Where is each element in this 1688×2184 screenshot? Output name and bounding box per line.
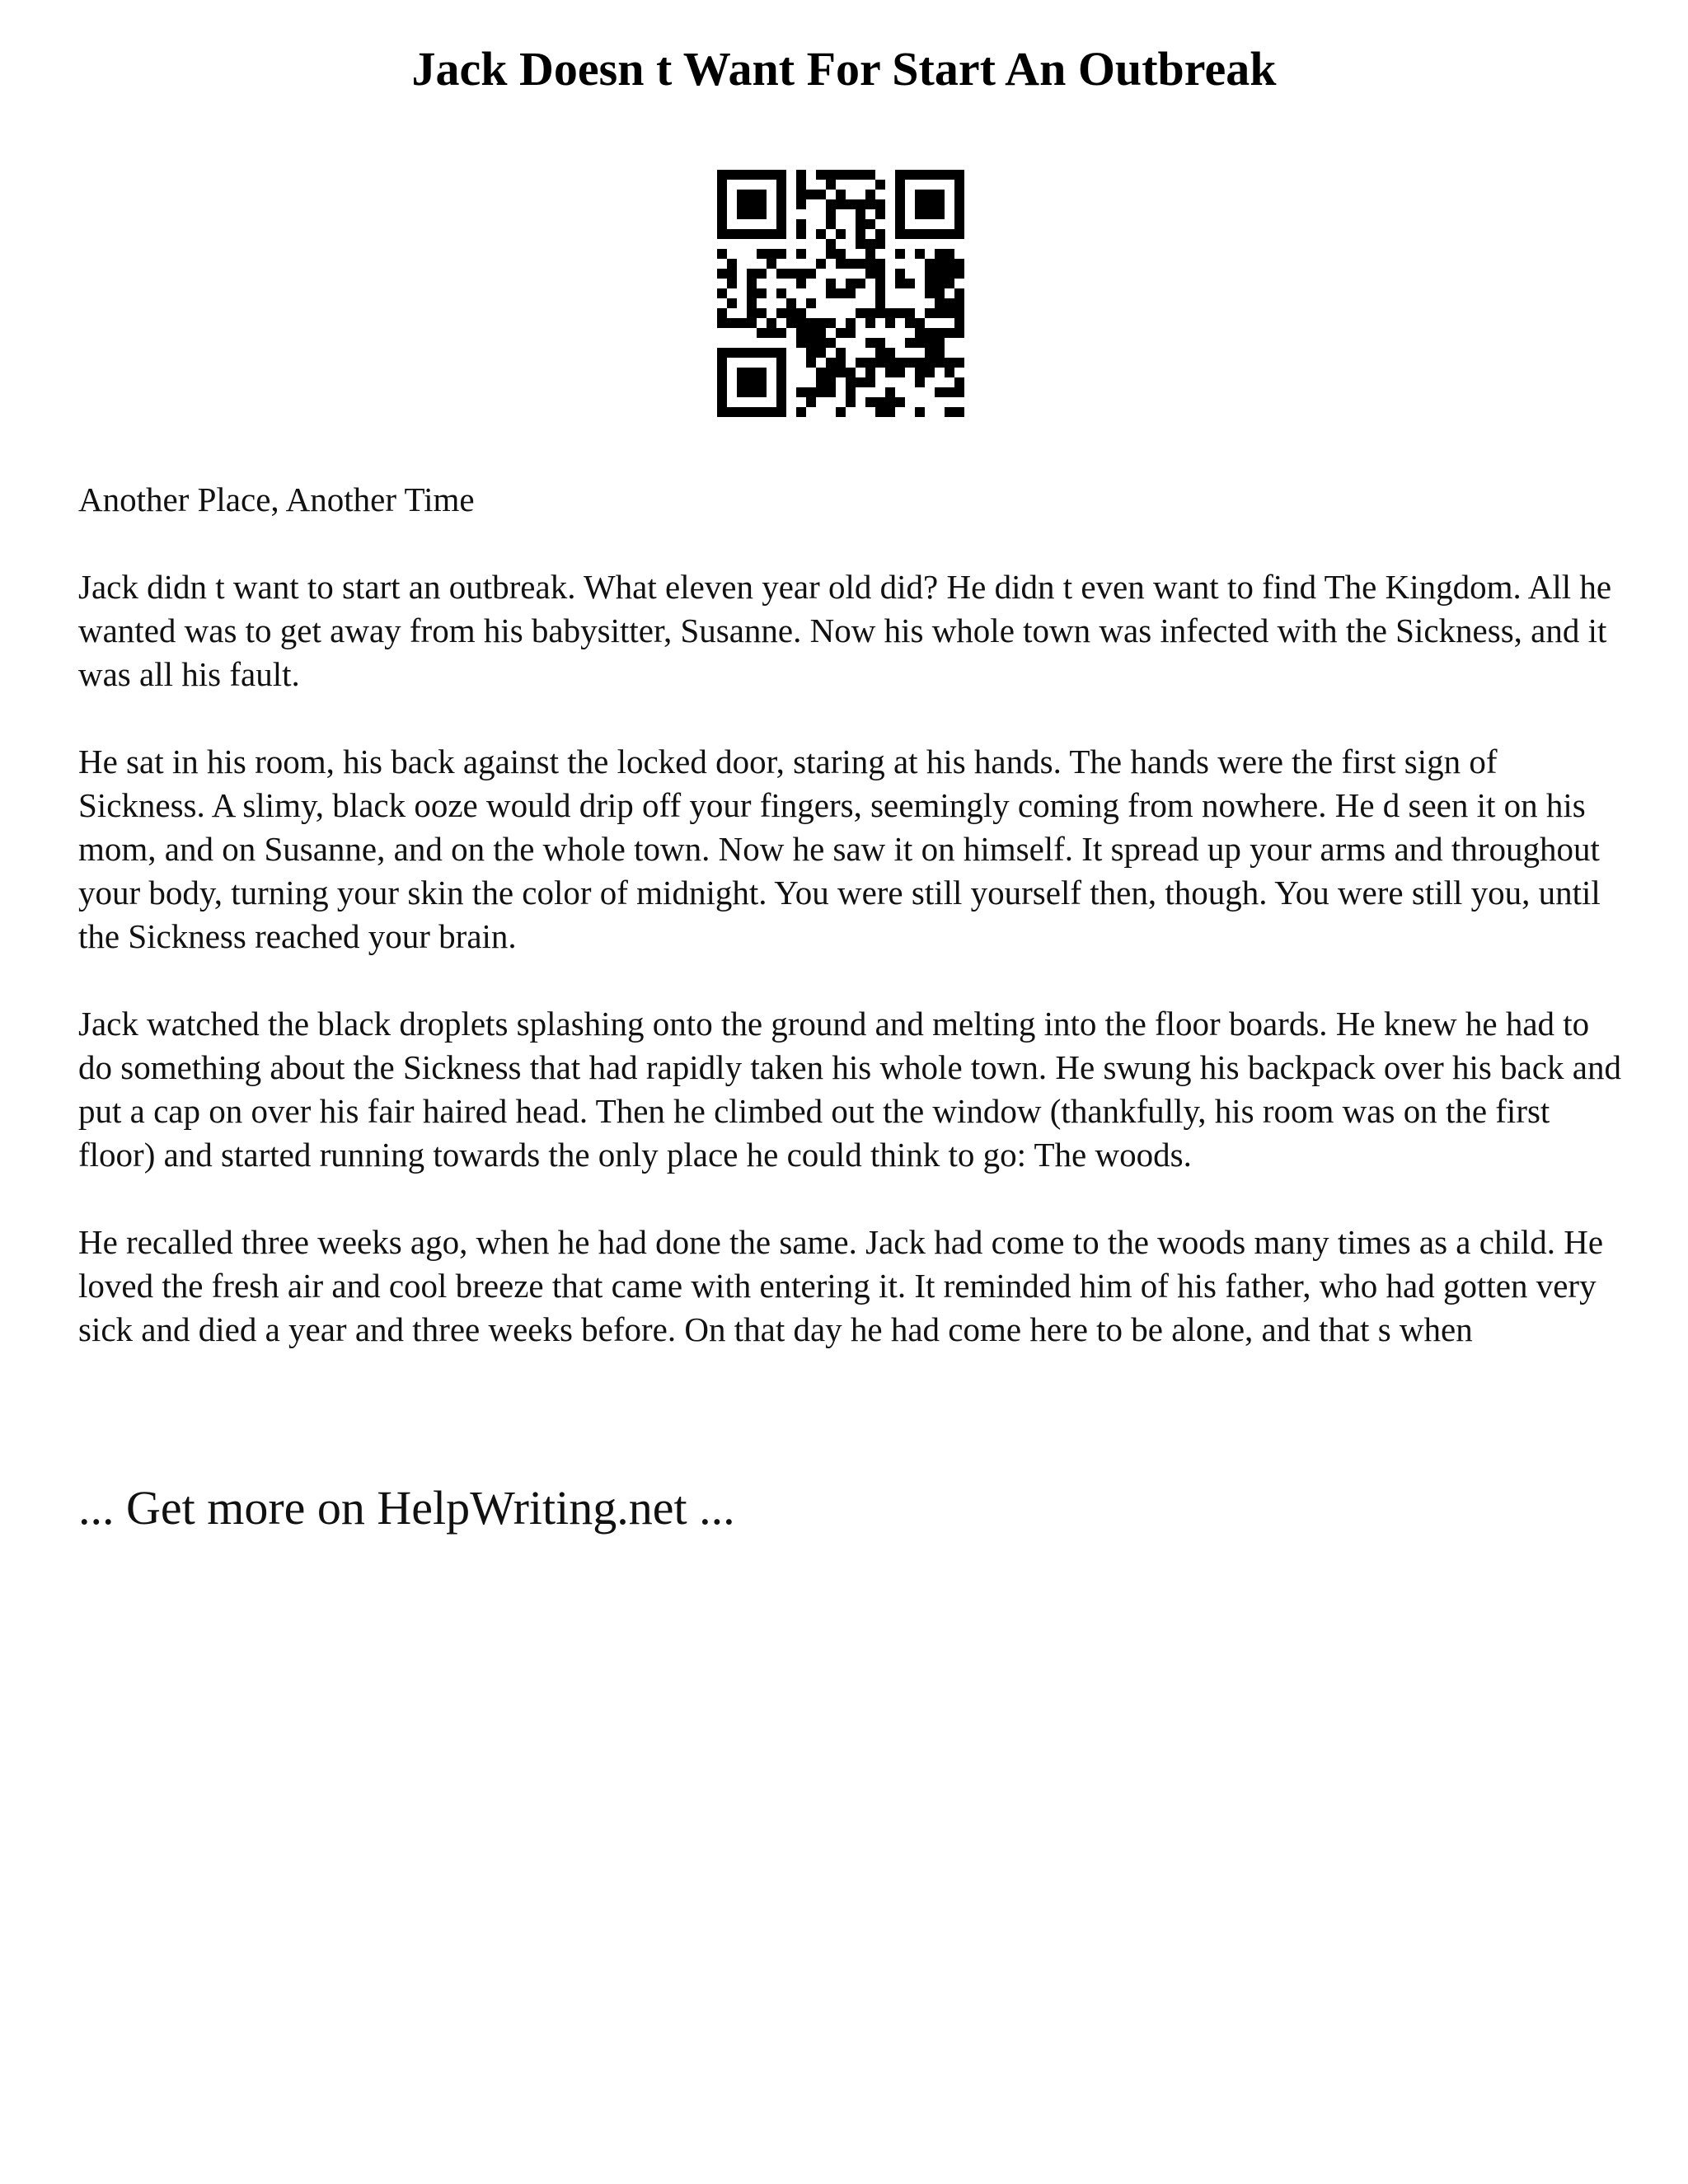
document-body — [78, 478, 1628, 1395]
qr-code-image — [717, 170, 964, 417]
get-more-link[interactable]: ... Get more on HelpWriting.net ... — [78, 1481, 735, 1535]
paragraph: He recalled three weeks ago, when he had done the same. Jack had come to the woods many times as a child. He loved the fresh air and cool breeze that came with entering it. It reminded him of his father, who had gotten very sick and died a year and three weeks before. On that day he had come here to be alone, and that s when — [78, 1223, 1604, 1348]
section-heading: Another Place, Another Time — [78, 480, 475, 518]
paragraph: Jack watched the black droplets splashing onto the ground and melting into the floor boards. He knew he had to do something about the Sickness that had rapidly taken his whole town. He swung his backpack over his back and put a cap on over his fair haired head. Then he climbed out the window (thankfully, his room was on the first floor) and started running towards the only place he could think to go: The woods. — [78, 1005, 1621, 1174]
paragraph: Jack didn t want to start an outbreak. What eleven year old did? He didn t even want to find The Kingdom. All he wanted was to get away from his babysitter, Susanne. Now his whole town was infected with the Sickness, and it was all his fault. — [78, 568, 1612, 693]
paragraph: He sat in his room, his back against the locked door, staring at his hands. The hands were the first sign of Sickness. A slimy, black ooze would drip off your fingers, seemingly coming from nowhere. He d seen it on his mom, and on Susanne, and on the whole town. Now he saw it on himself. It spread up your arms and throughout your body, turning your skin the color of midnight. You were still yourself then, though. You were still you, until the Sickness reached your brain. — [78, 743, 1601, 955]
document-title: Jack Doesn t Want For Start An Outbreak — [411, 42, 1277, 96]
